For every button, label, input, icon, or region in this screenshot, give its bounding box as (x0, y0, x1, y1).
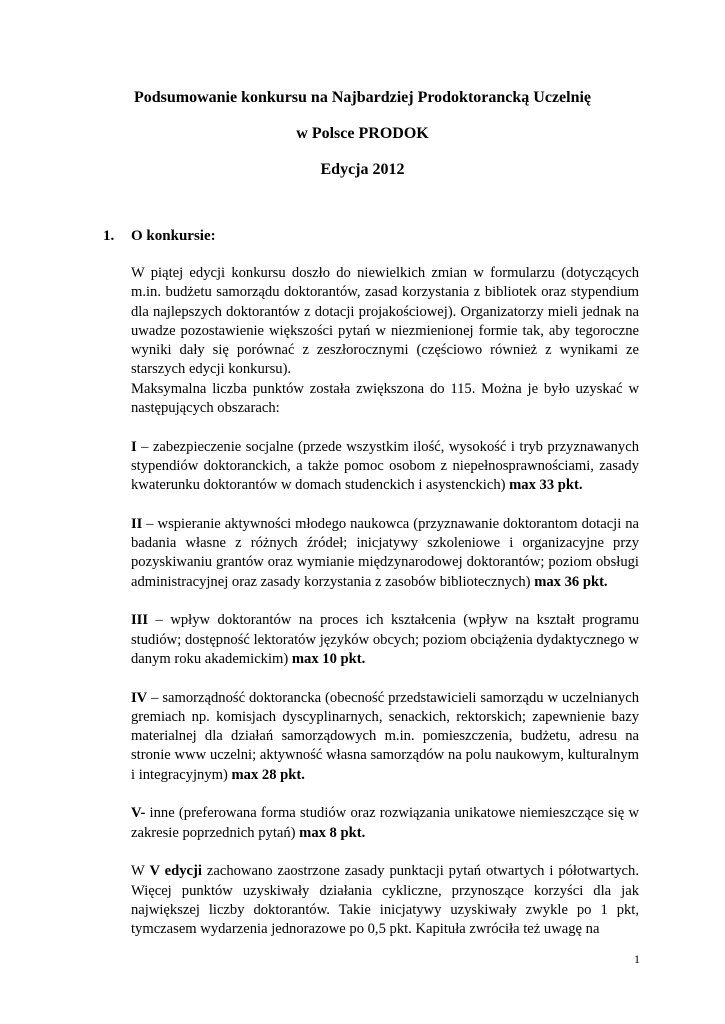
max-points-paragraph: Maksymalna liczba punktów została zwiększona do 115. Można je było uzyskać w następujących obszarach: (131, 380, 639, 417)
section-heading-text: O konkursie: (131, 228, 216, 244)
final-paragraph (131, 862, 639, 939)
document-title-line2: w Polsce PRODOK (296, 125, 429, 142)
section-number: 1. (103, 228, 115, 244)
area-text: – zabezpieczenie socjalne (przede wszystkim ilość, wysokość i tryb przyznawanych stypendiów doktoranckich, a także pomoc osobom z niepełnosprawnościami, zasady kwaterunku doktorantów w domach studenckich i asystenckich) (131, 438, 639, 494)
area-max-points: max 36 pkt. (534, 573, 608, 590)
area-text: – samorządność doktorancka (obecność przedstawicieli samorządu w uczelnianych gremiach np. komisjach dyscyplinarnych, senackich, rektorskich; zapewnienie bazy materialnej dla działań samorządowych m.in. pomieszczenia, budżetu, adresu na stronie www uczelni; aktywność własna samorządów na polu naukowym, kulturalnym i integracyjnym) (131, 689, 639, 783)
intro-paragraph: W piątej edycji konkursu doszło do niewielkich zmian w formularzu (dotyczących m.in. budżetu samorządu doktorantów, zasad korzystania z bibliotek oraz stypendium dla najlepszych doktorantów z dotacji projakościowej). Organizatorzy mieli jednak na uwadze pozostawienie większości pytań w niezmienionej formie tak, aby tegoroczne wyniki dały się porównać z zeszłorocznymi (częściowo również z wynikami ze starszych edycji konkursu). (131, 265, 639, 378)
area-label: I (131, 438, 137, 455)
area-paragraph-4 (131, 689, 639, 785)
area-label: III (131, 612, 149, 629)
section-body (131, 264, 639, 939)
area-paragraph-5 (131, 804, 639, 843)
area-max-points: max 8 pkt. (299, 824, 366, 841)
document-title-line1: Podsumowanie konkursu na Najbardziej Prodoktorancką Uczelnię (133, 89, 592, 106)
section-heading (103, 226, 216, 246)
page-number: 1 (634, 952, 640, 966)
area-paragraph-3 (131, 611, 639, 669)
document-title-line3: Edycja 2012 (320, 161, 405, 178)
area-max-points: max 10 pkt. (291, 650, 366, 667)
area-label: II (131, 515, 143, 532)
area-text: inne (preferowana forma studiów oraz rozwiązania unikatowe niemieszczące się w zakresie poprzednich pytań) (131, 805, 639, 841)
area-max-points: max 33 pkt. (509, 477, 583, 494)
area-paragraph-1 (131, 438, 639, 496)
final-prefix: W (131, 863, 150, 880)
area-text: – wpływ doktorantów na proces ich kształcenia (wpływ na kształt programu studiów; dostępność lektoratów języków obcych; poziom obciążenia dydaktycznego w danym roku akademickim) (131, 612, 639, 667)
area-label: V- (131, 805, 146, 822)
area-max-points: max 28 pkt. (231, 766, 305, 783)
area-label: IV (131, 689, 148, 706)
area-paragraph-2 (131, 515, 639, 592)
final-bold: V edycji (149, 863, 202, 880)
final-text: zachowano zaostrzone zasady punktacji pytań otwartych i półotwartych. Więcej punktów uzyskiwały działania cykliczne, przynoszące korzyści dla jak największej liczby doktorantów. Takie inicjatywy uzyskiwały zwykle po 1 pkt, tymczasem wydarzenia jednorazowe po 0,5 pkt. Kapituła zwróciła też uwagę na (131, 863, 639, 938)
area-text: – wspieranie aktywności młodego naukowca (przyznawanie doktorantom dotacji na badania własne z różnych źródeł; inicjatywy szkoleniowe i organizacyjne przy pozyskiwaniu grantów oraz wymianie międzynarodowej doktorantów; poziom obsługi administracyjnej oraz zasady korzystania z zasobów bibliotecznych) (131, 515, 639, 590)
